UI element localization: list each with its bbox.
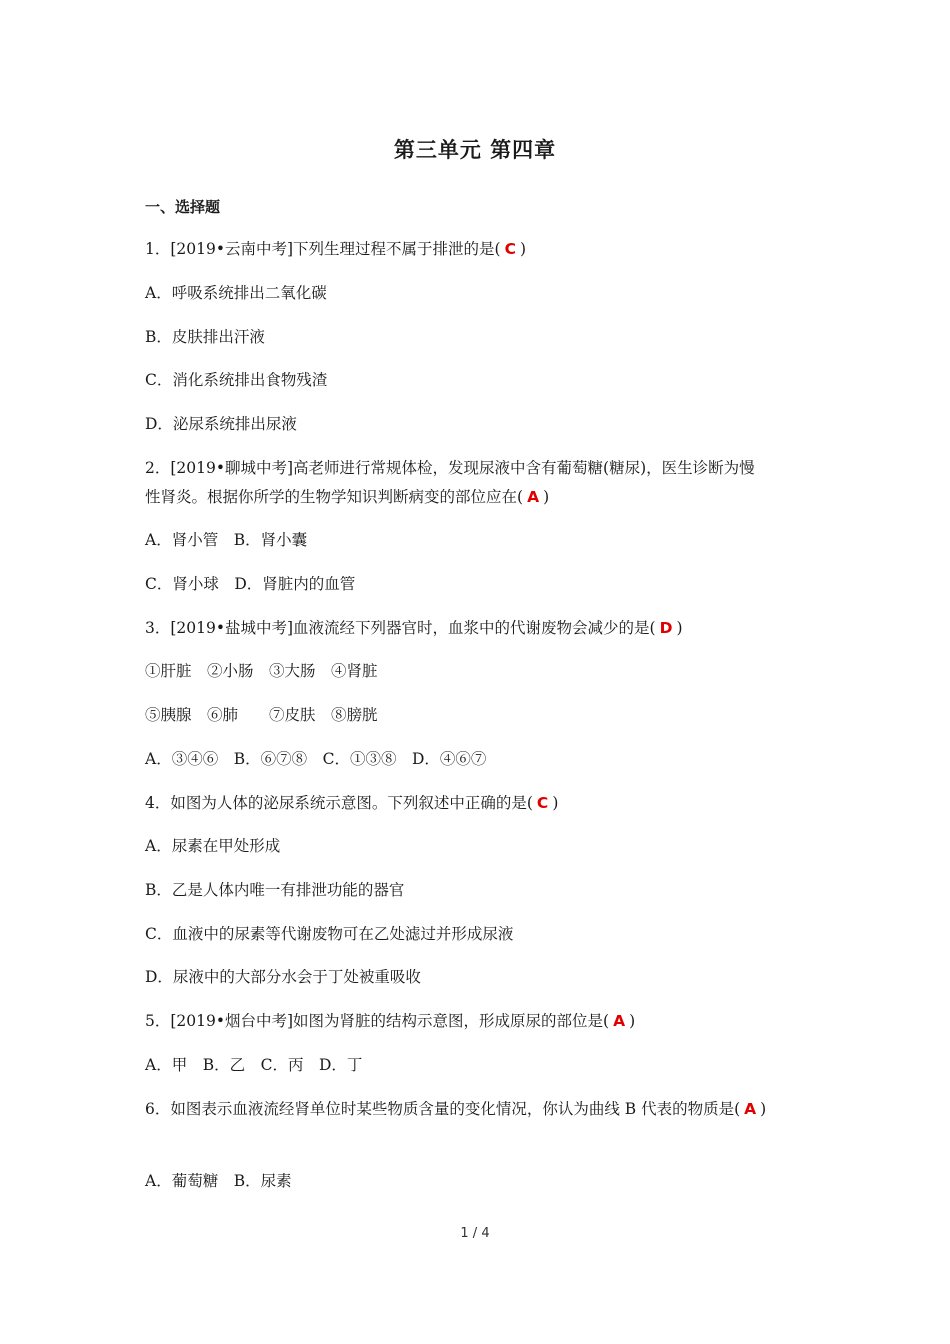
question-1-option-c: C．消化系统排出食物残渣 [145, 371, 328, 389]
question-2-stem-line2 [145, 484, 813, 510]
question-2-stem-line1: 2．[2019•聊城中考]高老师进行常规体检，发现尿液中含有葡萄糖(糖尿)，医生诊断为慢 [145, 459, 755, 477]
question-6-text: 6．如图表示血液流经肾单位时某些物质含量的变化情况，你认为曲线 B 代表的物质是( [145, 1100, 741, 1118]
question-5-stem [145, 1008, 813, 1034]
question-3-close: ) [676, 619, 683, 637]
question-3-stem [145, 615, 813, 641]
question-1-option-b: B．皮肤排出汗液 [145, 328, 265, 346]
question-6-close: ) [760, 1100, 767, 1118]
question-4-answer: C [536, 794, 549, 812]
question-2-options-line1: A．肾小管 B．肾小囊 [145, 531, 308, 549]
page-title: 第三单元 第四章 [393, 138, 557, 162]
question-4-option-b: B．乙是人体内唯一有排泄功能的器官 [145, 881, 405, 899]
question-6-options: A．葡萄糖 B．尿素 [145, 1172, 292, 1190]
question-2-answer: A [527, 488, 540, 506]
question-3-items-line2: ⑤胰腺 ⑥肺 ⑦皮肤 ⑧膀胱 [145, 706, 378, 724]
question-2-options-line2: C．肾小球 D．肾脏内的血管 [145, 575, 356, 593]
question-4-close: ) [552, 794, 559, 812]
section-heading: 一、选择题 [145, 198, 221, 216]
question-5-answer: A [613, 1012, 626, 1030]
question-3-text: 3．[2019•盐城中考]血液流经下列器官时，血浆中的代谢废物会减少的是( [145, 619, 656, 637]
question-4-stem [145, 790, 813, 816]
question-1-close: ) [519, 240, 527, 258]
question-5-text: 5．[2019•烟台中考]如图为肾脏的结构示意图，形成原尿的部位是( [145, 1012, 610, 1030]
question-1-option-d: D．泌尿系统排出尿液 [145, 415, 297, 433]
question-4-option-d: D．尿液中的大部分水会于丁处被重吸收 [145, 968, 421, 986]
question-2-text: 性肾炎。根据你所学的生物学知识判断病变的部位应在( [145, 488, 524, 506]
question-6-answer: A [744, 1100, 757, 1118]
question-3-answer: D [659, 619, 673, 637]
question-4-text: 4．如图为人体的泌尿系统示意图。下列叙述中正确的是( [145, 794, 533, 812]
question-3-items-line1: ①肝脏 ②小肠 ③大肠 ④肾脏 [145, 662, 378, 680]
question-5-options: A．甲 B．乙 C．丙 D．丁 [145, 1056, 363, 1074]
page-number: 1 / 4 [460, 1226, 490, 1241]
question-1-text: 1．[2019•云南中考]下列生理过程不属于排泄的是( [145, 240, 501, 258]
question-1-answer: C [504, 240, 516, 258]
question-2-close: ) [543, 488, 550, 506]
question-4-option-c: C．血液中的尿素等代谢废物可在乙处滤过并形成尿液 [145, 925, 514, 943]
question-1-option-a: A．呼吸系统排出二氧化碳 [145, 284, 327, 302]
question-3-options: A．③④⑥ B．⑥⑦⑧ C．①③⑧ D．④⑥⑦ [145, 750, 487, 768]
question-4-option-a: A．尿素在甲处形成 [145, 837, 281, 855]
question-6-stem [145, 1096, 813, 1122]
question-1-stem [145, 236, 813, 262]
question-5-close: ) [629, 1012, 636, 1030]
